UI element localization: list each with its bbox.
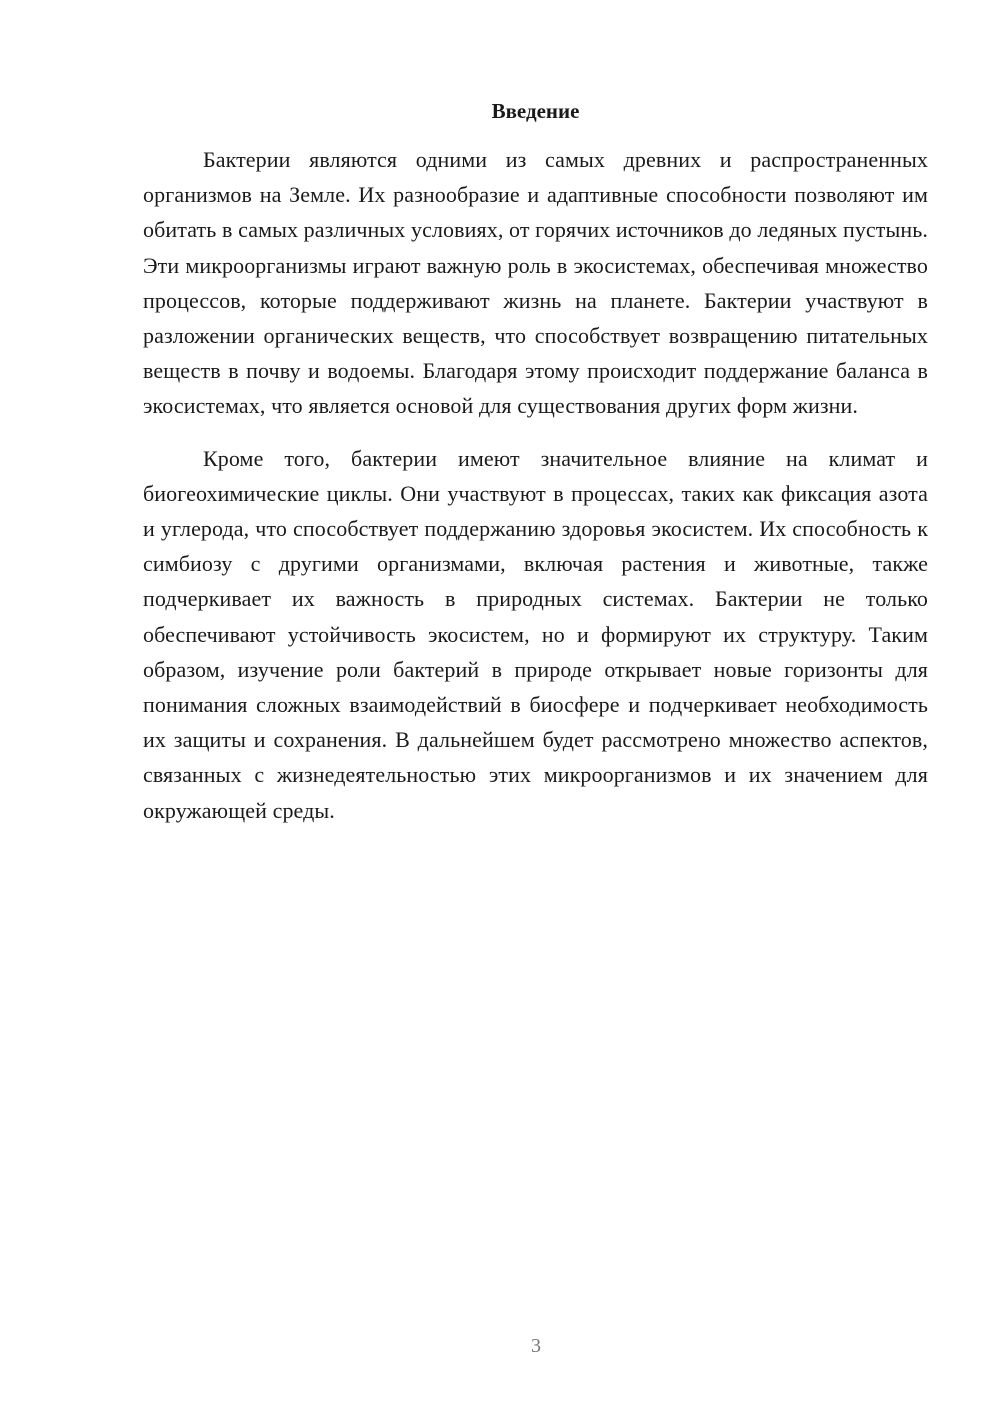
paragraph-2: Кроме того, бактерии имеют значительное влияние на климат и биогеохимические циклы. Они участвуют в процессах, таких как фиксация азота и углерода, что способствует поддержанию здоровья экосистем. Их способность к симбиозу с другими организмами, включая растения и животные, также подчеркивает их важность в природных системах. Бактерии не только обеспечивают устойчивость экосистем, но и формируют их структуру. Таким образом, изучение роли бактерий в природе открывает новые горизонты для понимания сложных взаимодействий в биосфере и подчеркивает необходимость их защиты и сохранения. В дальнейшем будет рассмотрено множество аспектов, связанных с жизнедеятельностью этих микроорганизмов и их значением для окружающей среды. xyxy=(143,445,928,823)
section-heading: Введение xyxy=(491,99,580,123)
body-text xyxy=(143,142,928,828)
page-number: 3 xyxy=(531,1335,541,1357)
paragraph-1: Бактерии являются одними из самых древних и распространенных организмов на Земле. Их разнообразие и адаптивные способности позволяют им обитать в самых различных условиях, от горячих источников до ледяных пустынь. Эти микроорганизмы играют важную роль в экосистемах, обеспечивая множество процессов, которые поддерживают жизнь на планете. Бактерии участвуют в разложении органических веществ, что способствует возвращению питательных веществ в почву и водоемы. Благодаря этому происходит поддержание баланса в экосистемах, что является основой для существования других форм жизни. xyxy=(143,147,929,419)
